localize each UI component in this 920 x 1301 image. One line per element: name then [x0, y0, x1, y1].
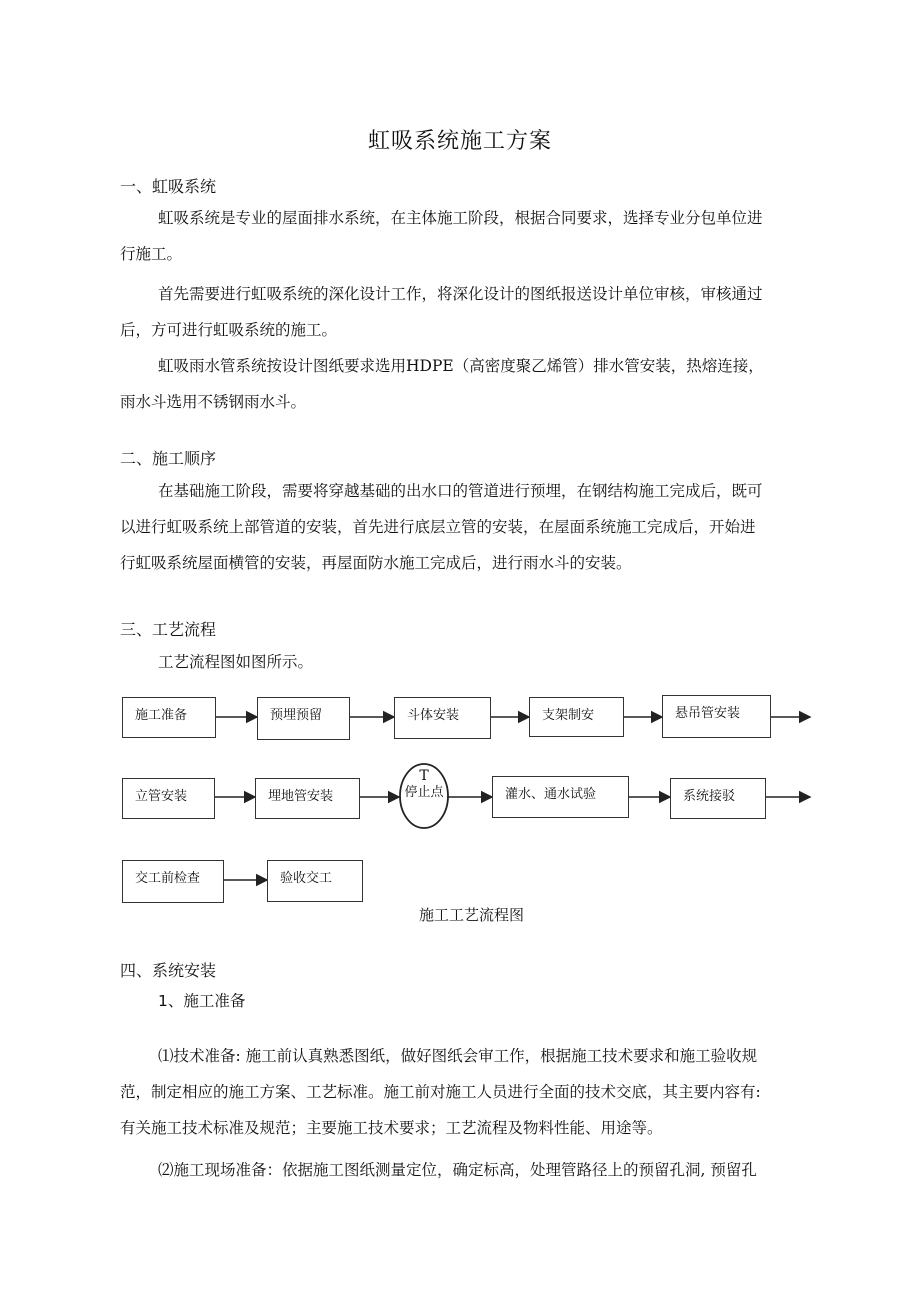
flow-step-buried-pipe: 埋地管安装	[255, 778, 360, 819]
flow-step-connect: 系统接驳	[670, 778, 766, 819]
flow-step-hopper: 斗体安装	[394, 697, 491, 739]
s1-p3-line2: 雨水斗选用不锈钢雨水斗。	[120, 393, 307, 411]
flow-step-acceptance: 验收交工	[267, 860, 363, 902]
section-heading-3: 三、工艺流程	[120, 620, 217, 639]
flow-step-bracket: 支架制安	[529, 697, 624, 737]
section-heading-4: 四、系统安装	[120, 961, 217, 980]
stop-point-letter: T	[419, 768, 429, 784]
s4-p1-line1: ⑴技术准备: 施工前认真熟悉图纸，做好图纸会审工作，根据施工技术要求和施工验收规	[158, 1047, 758, 1065]
s1-p2-line1: 首先需要进行虹吸系统的深化设计工作，将深化设计的图纸报送设计单位审核，审核通过	[158, 285, 763, 303]
s4-p1-line2: 范，制定相应的施工方案、工艺标准。施工前对施工人员进行全面的技术交底，其主要内容有:	[120, 1083, 761, 1101]
subsection-prepare: 1、施工准备	[158, 992, 246, 1010]
s2-p1-line3: 行虹吸系统屋面横管的安装，再屋面防水施工完成后，进行雨水斗的安装。	[120, 554, 632, 572]
flow-caption: 施工工艺流程图	[419, 906, 525, 924]
s1-p2-line2: 后，方可进行虹吸系统的施工。	[120, 321, 338, 339]
s1-p3-line1: 虹吸雨水管系统按设计图纸要求选用HDPE（高密度聚乙烯管）排水管安装，热熔连接，	[158, 357, 764, 375]
stop-point-label: 停止点	[404, 785, 444, 800]
flow-step-embed: 预埋预留	[257, 697, 350, 740]
s3-p1: 工艺流程图如图所示。	[158, 653, 314, 671]
flow-step-inspection: 交工前检查	[122, 860, 224, 903]
s1-p1-line1: 虹吸系统是专业的屋面排水系统，在主体施工阶段，根据合同要求，选择专业分包单位进	[158, 209, 763, 227]
flow-step-prepare: 施工准备	[122, 697, 216, 738]
section-heading-2: 二、施工顺序	[120, 449, 217, 468]
flow-step-suspended-pipe: 悬吊管安装	[662, 695, 771, 738]
s4-p1-line3: 有关施工技术标准及规范；主要施工技术要求；工艺流程及物料性能、用途等。	[120, 1119, 663, 1137]
s2-p1-line1: 在基础施工阶段，需要将穿越基础的出水口的管道进行预埋，在钢结构施工完成后，既可	[158, 482, 763, 500]
flow-step-riser: 立管安装	[122, 778, 215, 819]
s1-p1-line2: 行施工。	[120, 245, 183, 263]
section-heading-1: 一、虹吸系统	[120, 177, 217, 196]
page-title: 虹吸系统施工方案	[367, 129, 552, 154]
s2-p1-line2: 以进行虹吸系统上部管道的安装，首先进行底层立管的安装，在屋面系统施工完成后，开始进	[120, 518, 756, 536]
s4-p2-line1: ⑵施工现场准备：依据施工图纸测量定位，确定标高，处理管路径上的预留孔洞, 预留孔	[158, 1161, 757, 1179]
flow-step-water-test: 灌水、通水试验	[492, 776, 629, 818]
